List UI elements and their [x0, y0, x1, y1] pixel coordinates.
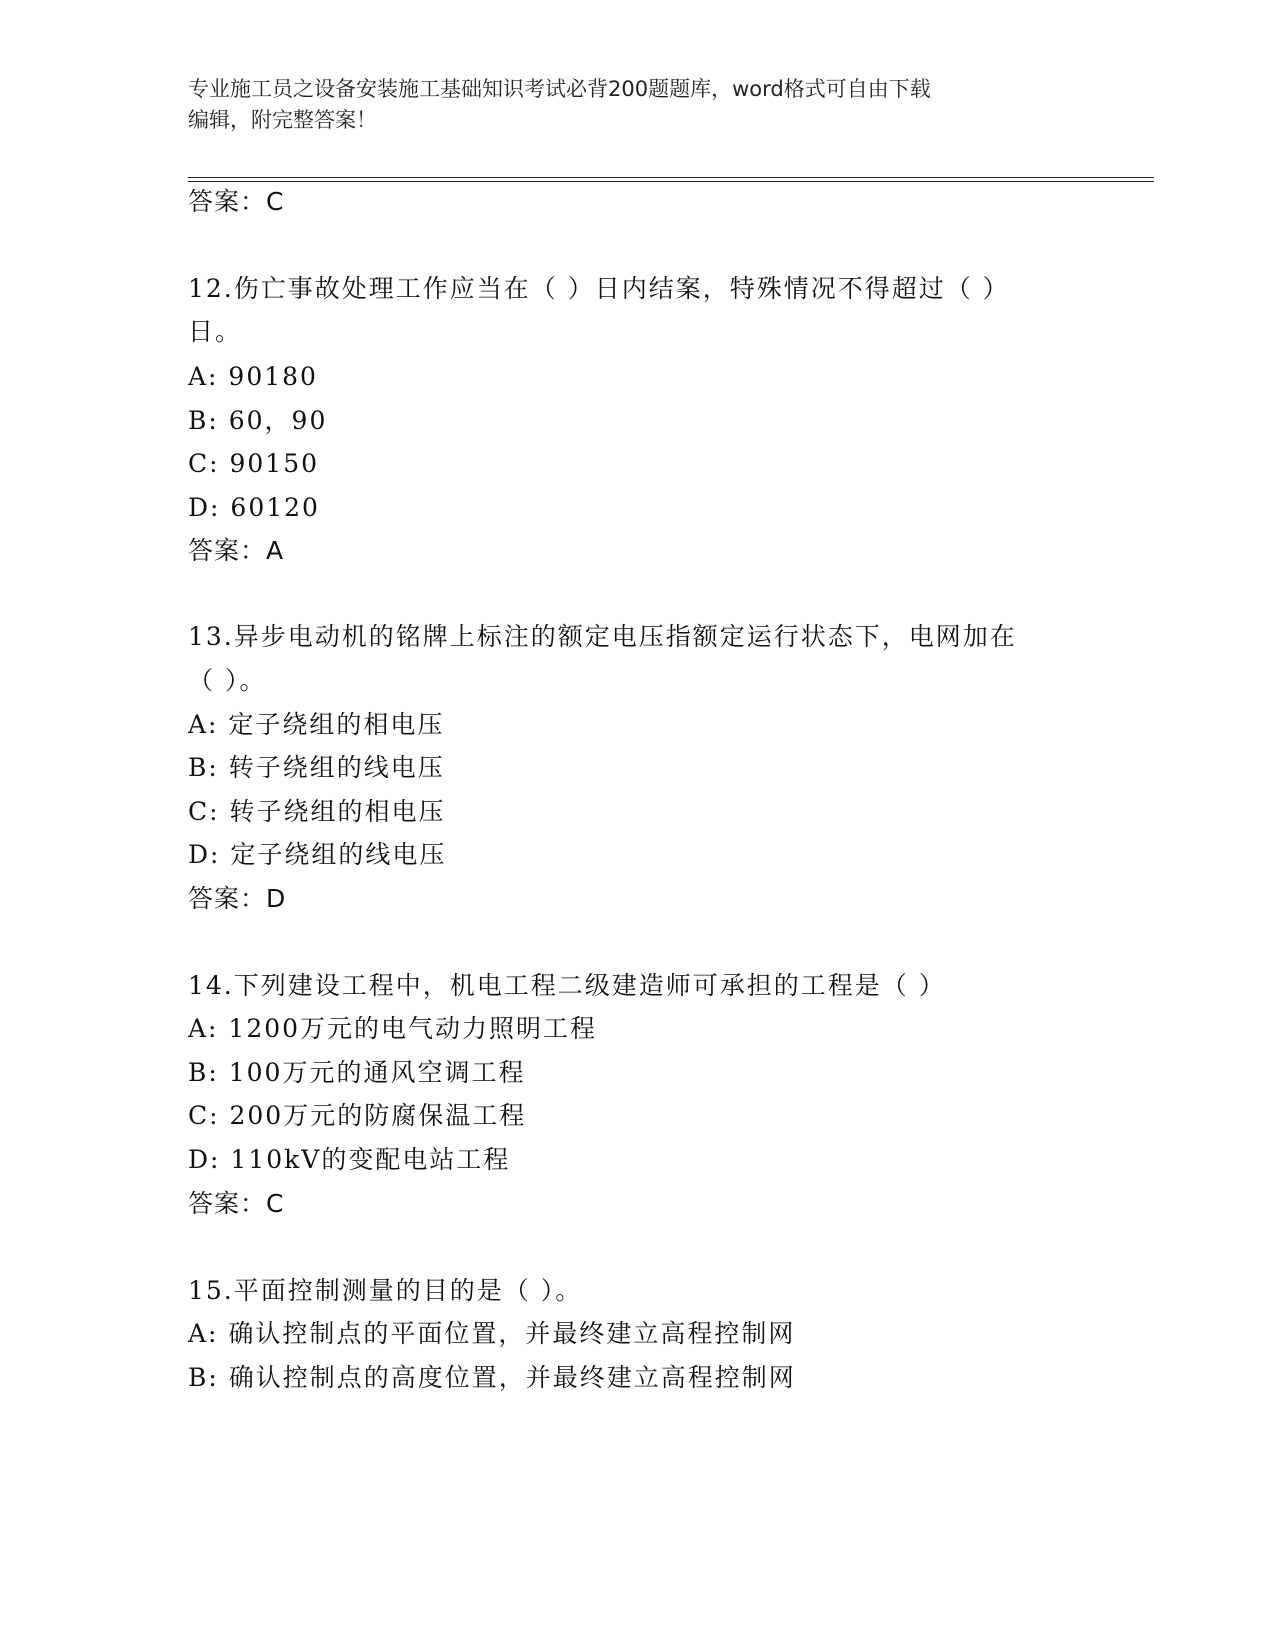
question-14-option-d: D: 110kV的变配电站工程 — [188, 1145, 511, 1174]
question-15-option-b: B: 确认控制点的高度位置，并最终建立高程控制网 — [188, 1363, 796, 1392]
question-15-option-a: A: 确认控制点的平面位置，并最终建立高程控制网 — [188, 1319, 796, 1348]
question-13-option-d: D: 定子绕组的线电压 — [188, 840, 447, 869]
question-12-option-d: D: 60120 — [188, 493, 320, 522]
question-12-stem-line-2: 日。 — [188, 317, 243, 346]
previous-answer: 答案：C — [188, 187, 285, 216]
question-12-option-a: A: 90180 — [188, 362, 318, 391]
question-13-option-c: C: 转子绕组的相电压 — [188, 797, 446, 826]
header-line-1: 专业施工员之设备安装施工基础知识考试必背200题题库，word格式可自由下载 — [188, 77, 931, 101]
question-12-option-c: C: 90150 — [188, 449, 320, 478]
document-header — [188, 74, 1078, 136]
question-14-option-b: B: 100万元的通风空调工程 — [188, 1058, 526, 1087]
question-13-option-b: B: 转子绕组的线电压 — [188, 753, 445, 782]
header-line-2: 编辑，附完整答案！ — [188, 108, 377, 132]
question-13-option-a: A: 定子绕组的相电压 — [188, 710, 445, 739]
header-divider-top — [188, 177, 1154, 178]
question-14-option-c: C: 200万元的防腐保温工程 — [188, 1101, 527, 1130]
question-14-answer: 答案：C — [188, 1189, 285, 1218]
question-14-option-a: A: 1200万元的电气动力照明工程 — [188, 1014, 598, 1043]
question-12-stem-line-1: 12.伤亡事故处理工作应当在（ ）日内结案，特殊情况不得超过（ ） — [188, 274, 1010, 303]
question-12-option-b: B: 60，90 — [188, 406, 328, 435]
header-divider-bottom — [188, 181, 1154, 182]
question-13-stem-line-1: 13.异步电动机的铭牌上标注的额定电压指额定运行状态下，电网加在 — [188, 622, 1017, 651]
question-15-stem: 15.平面控制测量的目的是（ ）。 — [188, 1276, 583, 1305]
question-13-stem-line-2: （ ）。 — [188, 666, 267, 695]
question-12-answer: 答案：A — [188, 536, 285, 565]
question-13-answer: 答案：D — [188, 884, 287, 913]
question-14-stem: 14.下列建设工程中，机电工程二级建造师可承担的工程是（ ） — [188, 971, 946, 1000]
